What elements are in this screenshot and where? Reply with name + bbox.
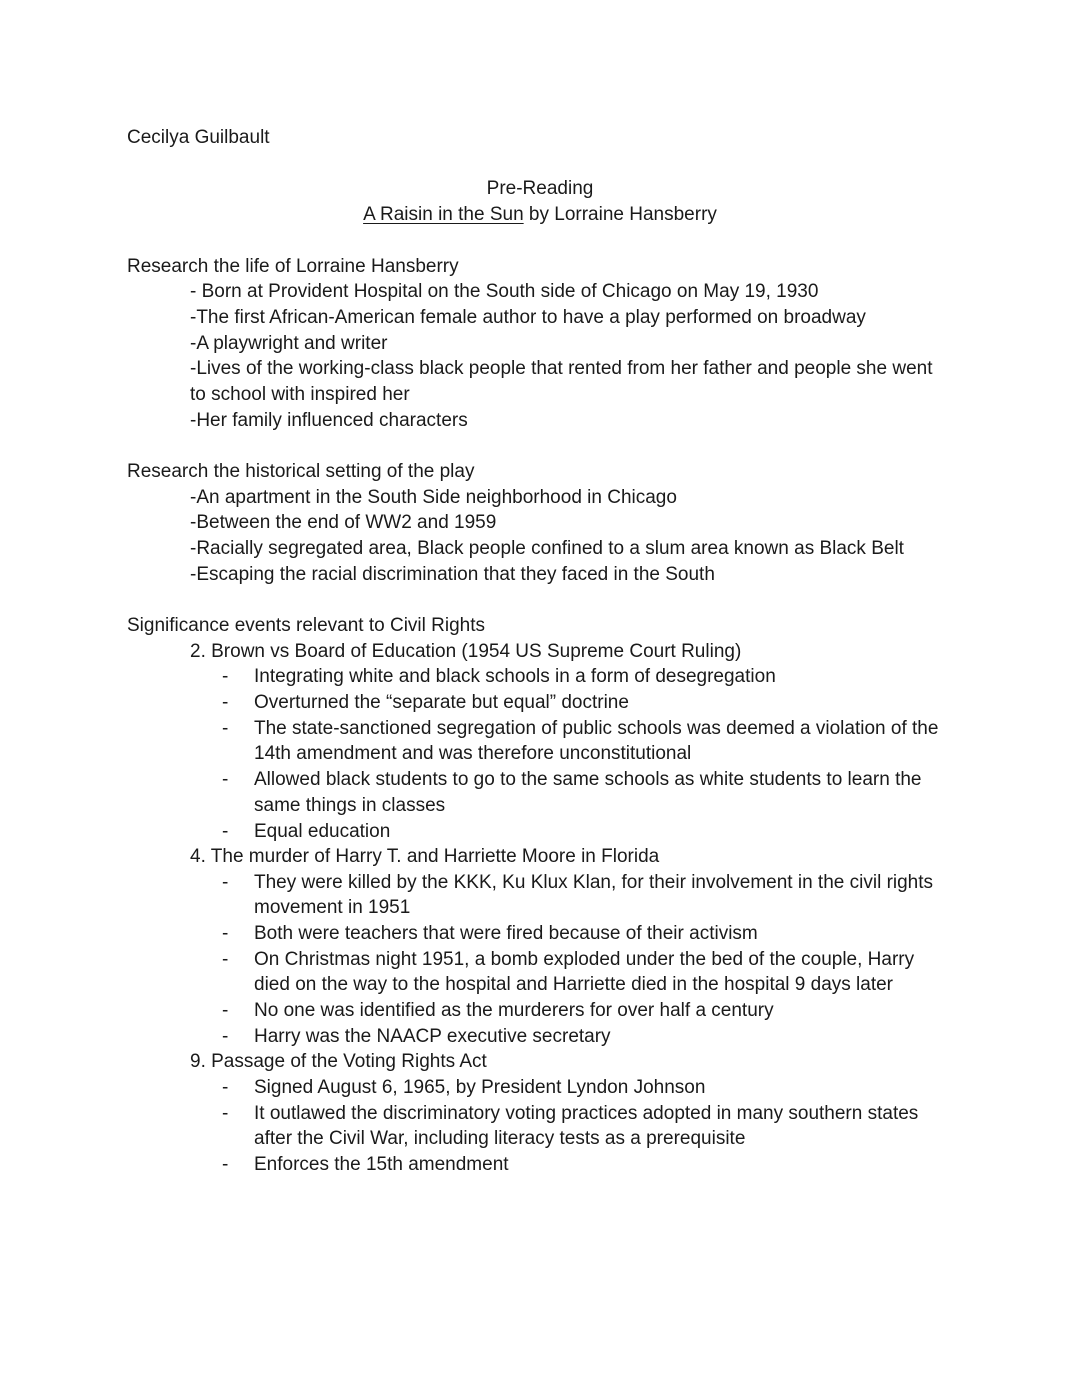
bullet-dash: - — [222, 1000, 229, 1021]
list-item: -Lives of the working-class black people that rented from her father and people she went — [190, 358, 933, 379]
list-item: -Her family influenced characters — [190, 410, 468, 431]
list-item: -An apartment in the South Side neighborhood in Chicago — [190, 487, 677, 508]
bullet-dash: - — [222, 769, 229, 790]
bullet-dash: - — [222, 949, 229, 970]
event-title-moore: 4. The murder of Harry T. and Harriette Moore in Florida — [190, 846, 660, 867]
author-name: Cecilya Guilbault — [127, 127, 270, 148]
bullet-text-continuation: after the Civil War, including literacy tests as a prerequisite — [254, 1128, 746, 1149]
bullet-text: Integrating white and black schools in a form of desegregation — [254, 666, 776, 687]
bullet-text: It outlawed the discriminatory voting practices adopted in many southern states — [254, 1103, 919, 1124]
bullet-text: Overturned the “separate but equal” doctrine — [254, 692, 629, 713]
bullet-text-continuation: died on the way to the hospital and Harriette died in the hospital 9 days later — [254, 974, 894, 995]
section-heading-civil-rights: Significance events relevant to Civil Rights — [127, 615, 486, 636]
list-item: -Racially segregated area, Black people confined to a slum area known as Black Belt — [190, 538, 904, 559]
list-item: -The first African-American female author to have a play performed on broadway — [190, 307, 866, 328]
bullet-text-continuation: movement in 1951 — [254, 897, 411, 918]
book-line — [0, 202, 1080, 228]
document-title: Pre-Reading — [486, 178, 594, 199]
bullet-dash: - — [222, 666, 229, 687]
bullet-text: Both were teachers that were fired because of their activism — [254, 923, 758, 944]
bullet-text: Allowed black students to go to the same schools as white students to learn the — [254, 769, 922, 790]
bullet-text: The state-sanctioned segregation of public schools was deemed a violation of the — [254, 718, 939, 739]
bullet-dash: - — [222, 872, 229, 893]
bullet-text: Equal education — [254, 821, 391, 842]
bullet-dash: - — [222, 1026, 229, 1047]
bullet-dash: - — [222, 1077, 229, 1098]
bullet-dash: - — [222, 1154, 229, 1175]
book-title: A Raisin in the Sun — [363, 204, 524, 225]
bullet-dash: - — [222, 692, 229, 713]
bullet-dash: - — [222, 718, 229, 739]
bullet-text: Signed August 6, 1965, by President Lyndon Johnson — [254, 1077, 706, 1098]
list-item: -Between the end of WW2 and 1959 — [190, 512, 497, 533]
bullet-text-continuation: same things in classes — [254, 795, 446, 816]
book-byline: by Lorraine Hansberry — [523, 204, 717, 225]
bullet-text: No one was identified as the murderers for over half a century — [254, 1000, 774, 1021]
bullet-text: On Christmas night 1951, a bomb exploded under the bed of the couple, Harry — [254, 949, 915, 970]
bullet-text: Enforces the 15th amendment — [254, 1154, 509, 1175]
list-item-continuation: to school with inspired her — [190, 384, 410, 405]
bullet-dash: - — [222, 923, 229, 944]
event-title-voting-rights: 9. Passage of the Voting Rights Act — [190, 1051, 487, 1072]
bullet-dash: - — [222, 1103, 229, 1124]
list-item: - Born at Provident Hospital on the South side of Chicago on May 19, 1930 — [190, 281, 819, 302]
list-item: -Escaping the racial discrimination that they faced in the South — [190, 564, 715, 585]
section-heading-setting: Research the historical setting of the play — [127, 461, 475, 482]
bullet-dash: - — [222, 821, 229, 842]
event-title-brown: 2. Brown vs Board of Education (1954 US Supreme Court Ruling) — [190, 641, 742, 662]
bullet-text: They were killed by the KKK, Ku Klux Klan, for their involvement in the civil rights — [254, 872, 934, 893]
section-heading-life: Research the life of Lorraine Hansberry — [127, 256, 459, 277]
bullet-text: Harry was the NAACP executive secretary — [254, 1026, 611, 1047]
bullet-text-continuation: 14th amendment and was therefore unconstitutional — [254, 743, 692, 764]
list-item: -A playwright and writer — [190, 333, 388, 354]
